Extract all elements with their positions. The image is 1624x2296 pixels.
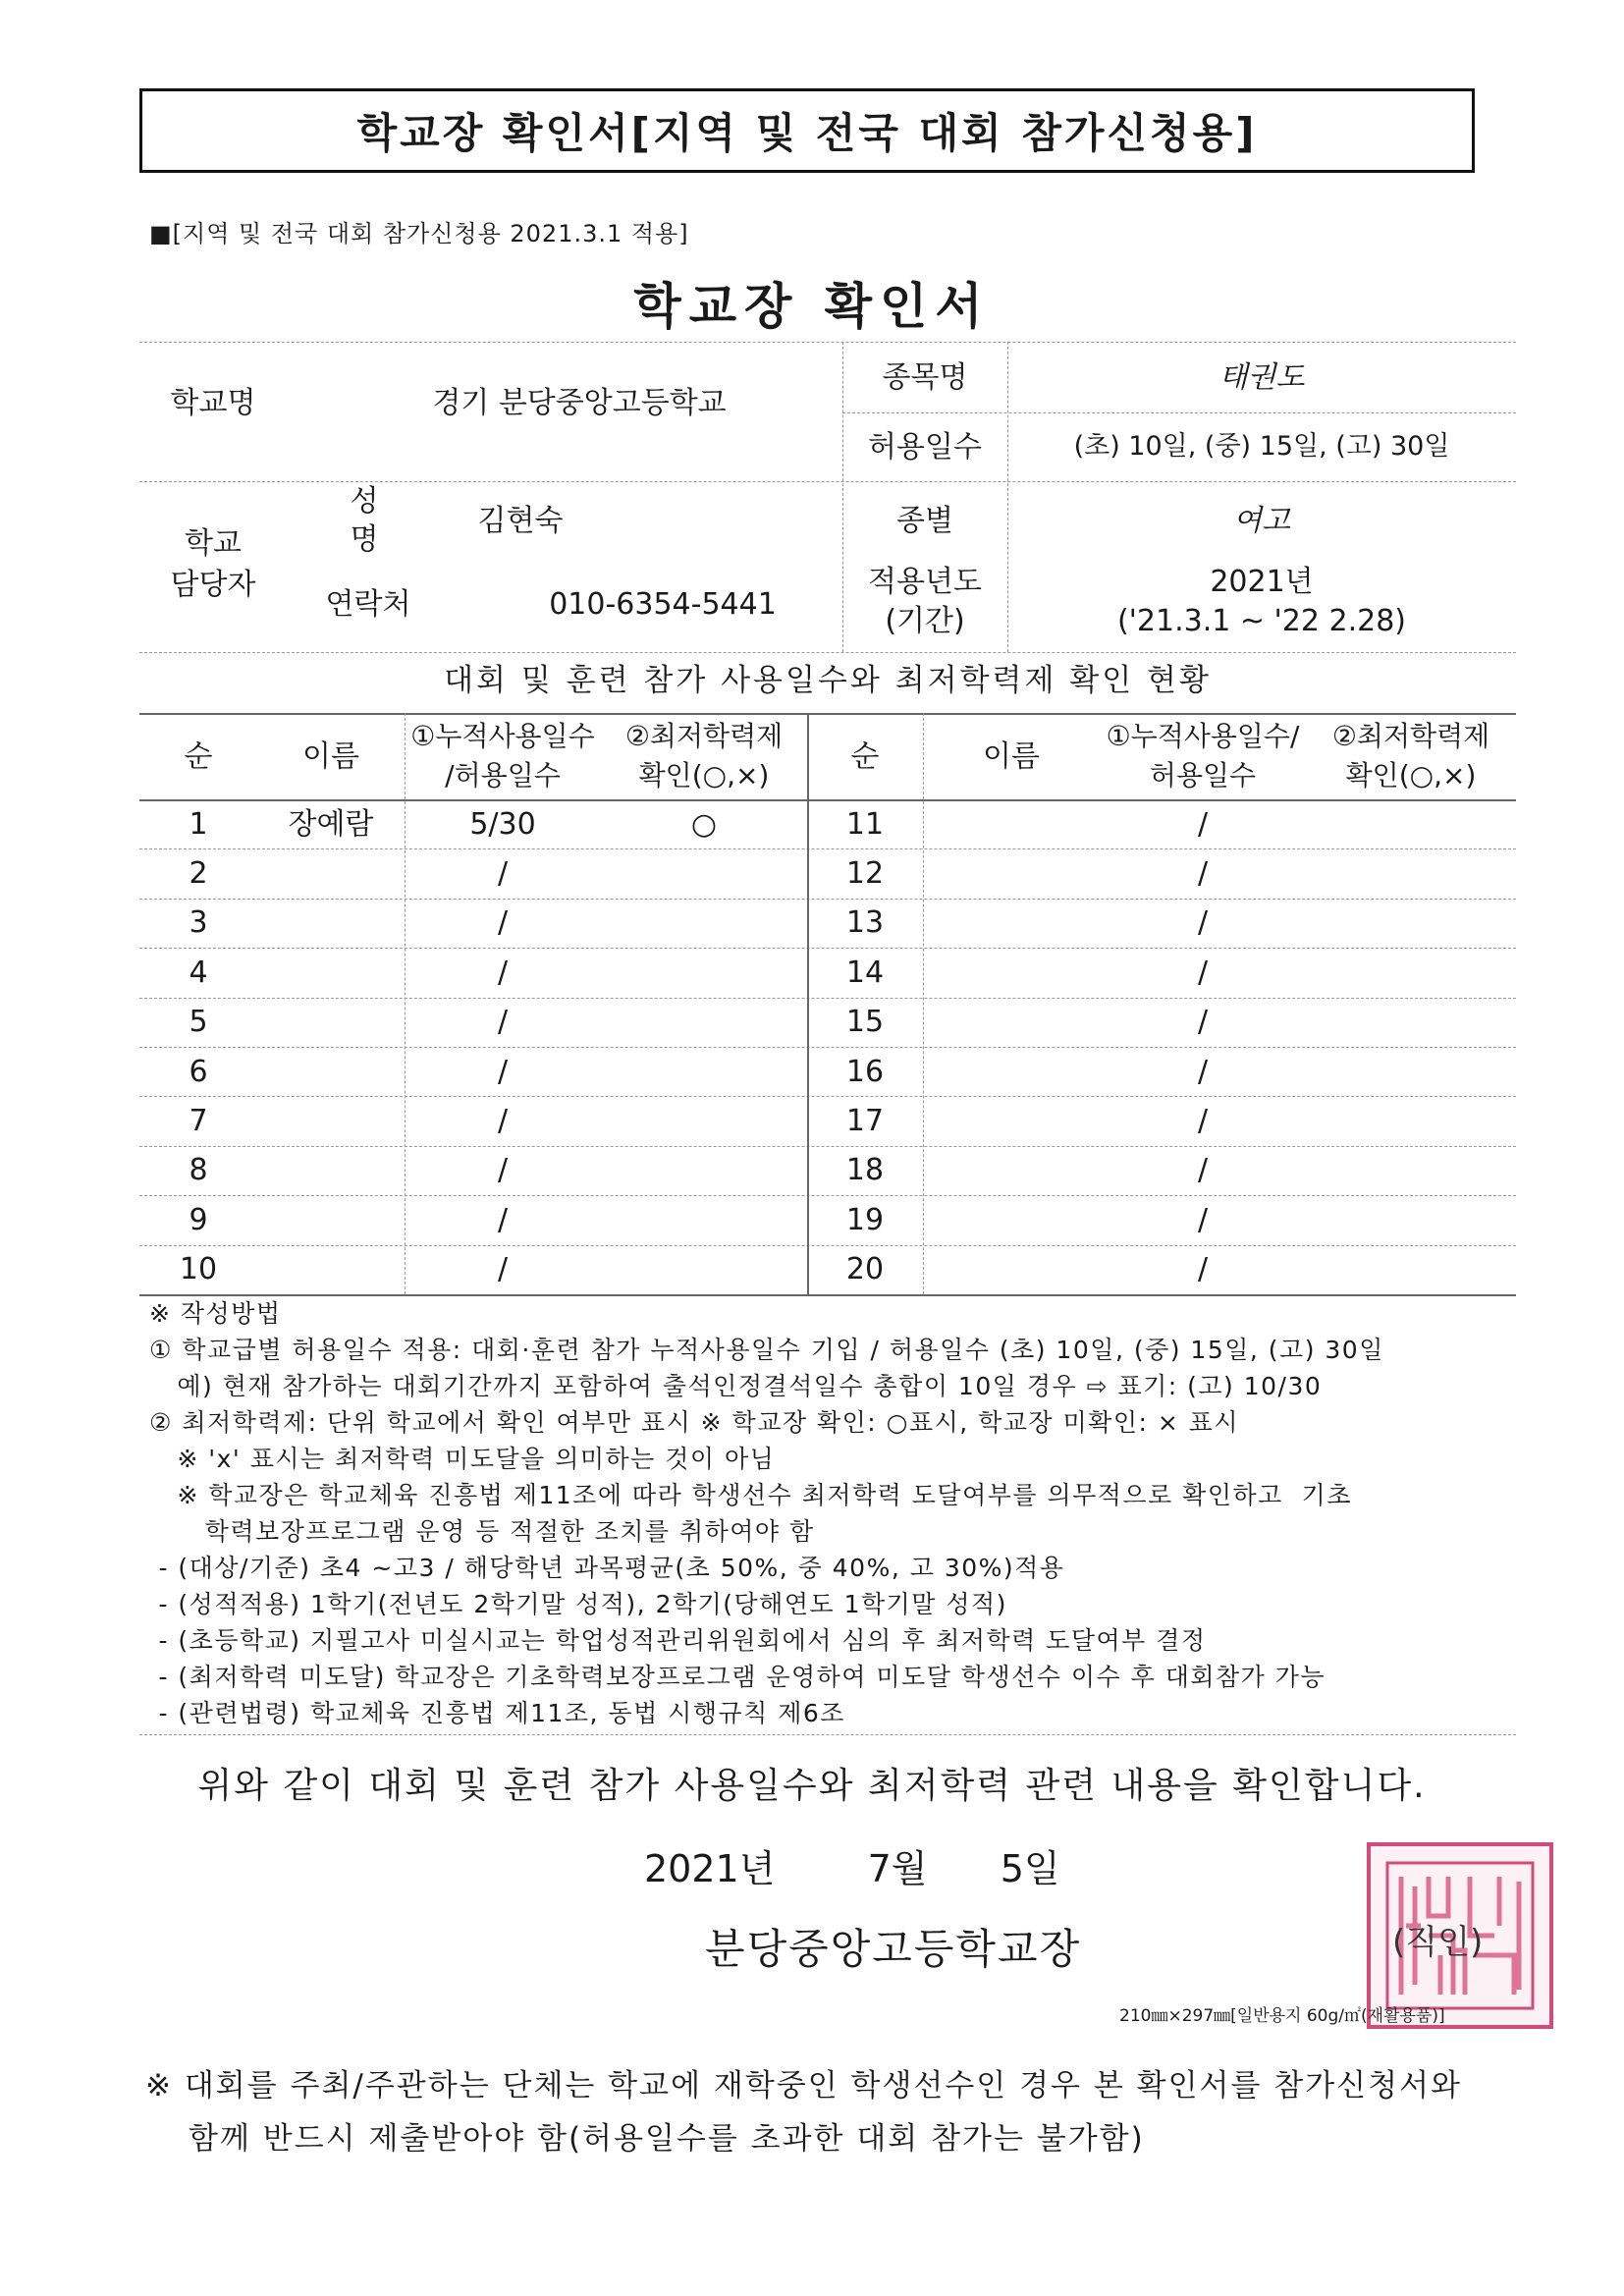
row-right-days: / <box>1197 905 1209 941</box>
row-right-no: 20 <box>845 1252 885 1287</box>
row-left-days: / <box>497 1104 509 1139</box>
row-left-check <box>601 998 807 1047</box>
date-month: 7월 <box>867 1847 928 1890</box>
row-left-name <box>257 1047 405 1096</box>
row-right-days: / <box>1197 1252 1209 1287</box>
row-left-no: 10 <box>179 1252 218 1287</box>
row-left-check <box>601 1146 807 1195</box>
sport-label: 종목명 <box>882 359 968 395</box>
row-right-check <box>1306 1047 1516 1096</box>
row-right-name <box>923 1047 1100 1096</box>
paper-size-note: 210㎜×297㎜[일반용지 60g/㎡(재활용품)] <box>1119 2006 1445 2026</box>
row-left-days: / <box>497 1054 509 1089</box>
row-left-days: / <box>497 955 509 990</box>
instruction-line: - (관련법령) 학교체육 진흥법 제11조, 동법 시행규칙 제6조 <box>149 1699 845 1727</box>
row-right-name <box>923 1195 1100 1244</box>
header-box-title: 학교장 확인서[지역 및 전국 대회 참가신청용] <box>139 88 1475 173</box>
row-right-days: / <box>1197 1054 1209 1089</box>
th-right-col2-line1: ②최저학력제 <box>1331 719 1490 752</box>
row-right-check <box>1306 1195 1516 1244</box>
row-left-no: 4 <box>189 955 208 990</box>
contact-label: 연락처 <box>325 586 411 622</box>
row-left-days: / <box>497 1153 509 1188</box>
instruction-line: - (최저학력 미도달) 학교장은 기초학력보장프로그램 운영하여 미도달 학생선수 이수 후 대회참가 가능 <box>149 1663 1326 1691</box>
apply-year-label-1: 적용년도 <box>868 564 982 599</box>
school-value: 경기 분당중앙고등학교 <box>432 385 727 420</box>
category-label: 종별 <box>896 503 953 538</box>
row-right-check <box>1306 998 1516 1047</box>
row-left-check <box>601 1047 807 1096</box>
row-right-days: / <box>1197 1202 1209 1237</box>
allowed-days-value: (초) 10일, (중) 15일, (고) 30일 <box>1073 431 1450 463</box>
row-right-no: 11 <box>845 806 885 842</box>
row-left-check <box>601 948 807 997</box>
apply-year-label-2: (기간) <box>885 603 965 638</box>
row-right-no: 13 <box>845 905 885 941</box>
instruction-line: - (성적적용) 1학기(전년도 2학기말 성적), 2학기(당해연도 1학기말 성적) <box>149 1590 1007 1618</box>
apply-year-value-2: ('21.3.1 ~ '22 2.28) <box>1116 603 1407 638</box>
confirmation-text: 위와 같이 대회 및 훈련 참가 사용일수와 최저학력 관련 내용을 확인합니다. <box>197 1766 1427 1806</box>
row-right-name <box>923 1096 1100 1145</box>
th-left-col1-line1: ①누적사용일수 <box>410 719 595 752</box>
category-value: 여고 <box>1233 503 1290 538</box>
row-left-check <box>601 848 807 898</box>
row-right-check <box>1306 948 1516 997</box>
instruction-line: ① 학교급별 허용일수 적용: 대회·훈련 참가 누적사용일수 기입 / 허용일수 (초) 10일, (중) 15일, (고) 30일 <box>149 1336 1384 1364</box>
row-left-no: 8 <box>189 1153 208 1188</box>
instruction-line: ② 최저학력제: 단위 학교에서 확인 여부만 표시 ※ 학교장 확인: ○표시, 학교장 미확인: × 표시 <box>149 1408 1240 1437</box>
row-left-name <box>257 1195 405 1244</box>
row-right-no: 16 <box>845 1054 885 1089</box>
row-left-days: / <box>497 856 509 892</box>
row-right-check <box>1306 848 1516 898</box>
row-left-name <box>257 1245 405 1294</box>
row-left-days: / <box>497 1252 509 1287</box>
th-left-col2-line1: ②최저학력제 <box>624 719 784 752</box>
row-right-check <box>1306 899 1516 948</box>
contact-value: 010-6354-5441 <box>549 586 777 622</box>
row-left-no: 5 <box>189 1005 208 1040</box>
name-value: 김현숙 <box>477 503 564 538</box>
row-right-no: 19 <box>845 1202 885 1237</box>
footer-line-1: ※ 대회를 주최/주관하는 단체는 학교에 재학중인 학생선수인 경우 본 확인서를 참가신청서와 <box>145 2068 1462 2104</box>
th-left-name: 이름 <box>302 738 359 774</box>
row-left-no: 9 <box>189 1202 208 1237</box>
th-right-col1-line1: ①누적사용일수/ <box>1106 719 1300 752</box>
info-rule-sport <box>842 412 1516 413</box>
row-right-name <box>923 899 1100 948</box>
row-left-days: 5/30 <box>469 806 536 842</box>
row-left-days: / <box>497 905 509 941</box>
school-label: 학교명 <box>170 385 256 420</box>
date <box>644 1838 1060 1892</box>
row-left-check: ○ <box>690 806 718 842</box>
row-left-name <box>257 848 405 898</box>
row-left-days: / <box>497 1202 509 1237</box>
row-right-name <box>923 1245 1100 1294</box>
row-right-name <box>923 848 1100 898</box>
date-year: 2021년 <box>644 1847 776 1890</box>
row-left-name <box>257 948 405 997</box>
row-left-name <box>257 899 405 948</box>
row-left-no: 2 <box>189 856 208 892</box>
row-right-check <box>1306 1096 1516 1145</box>
name-label: 성 명 <box>350 484 397 557</box>
date-day: 5일 <box>1000 1847 1060 1890</box>
footer-line-2: 함께 반드시 제출받아야 함(허용일수를 초과한 대회 참가는 불가함) <box>189 2121 1145 2157</box>
row-right-name <box>923 948 1100 997</box>
row-left-name: 장예람 <box>288 806 374 842</box>
row-left-no: 7 <box>189 1104 208 1139</box>
table-title: 대회 및 훈련 참가 사용일수와 최저학력제 확인 현황 <box>444 662 1212 698</box>
instruction-line: 예) 현재 참가하는 대회기간까지 포함하여 출석인정결석일수 총합이 10일 경우 ⇨ 표기: (고) 10/30 <box>149 1372 1323 1400</box>
th-right-col2-line2: 확인(○,×) <box>1345 758 1477 792</box>
th-left-col1-line2: /허용일수 <box>445 758 561 792</box>
manager-label-1: 학교 <box>185 525 242 561</box>
row-right-check <box>1306 799 1516 848</box>
row-right-name <box>923 1146 1100 1195</box>
signature-school: 분당중앙고등학교장 <box>705 1925 1082 1973</box>
row-left-check <box>601 899 807 948</box>
row-right-days: / <box>1197 1005 1209 1040</box>
main-title: 학교장 확인서 <box>633 278 991 335</box>
row-left-no: 1 <box>189 806 208 842</box>
row-right-days: / <box>1197 1153 1209 1188</box>
th-right-name: 이름 <box>983 738 1040 774</box>
instruction-line: 학력보장프로그램 운영 등 적절한 조치를 취하여야 함 <box>149 1517 815 1546</box>
instruction-line: ※ 학교장은 학교체육 진흥법 제11조에 따라 학생선수 최저학력 도달여부를 의무적으로 확인하고 기초 <box>149 1481 1352 1509</box>
th-left-no: 순 <box>184 738 213 774</box>
row-left-no: 6 <box>189 1054 208 1089</box>
seal-text: (직인) <box>1392 1923 1484 1962</box>
th-right-col1-line2: 허용일수 <box>1149 758 1257 792</box>
row-right-no: 12 <box>845 856 885 892</box>
row-left-name <box>257 1146 405 1195</box>
row-right-days: / <box>1197 856 1209 892</box>
instruction-line: - (대상/기준) 초4 ~고3 / 해당학년 과목평균(초 50%, 중 40%, 고 30%)적용 <box>149 1554 1065 1582</box>
allowed-days-label: 허용일수 <box>868 429 982 465</box>
instruction-line: - (초등학교) 지필고사 미실시교는 학업성적관리위원회에서 심의 후 최저학력 도달여부 결정 <box>149 1626 1207 1655</box>
th-right-no: 순 <box>850 738 880 774</box>
row-left-name <box>257 998 405 1047</box>
row-right-no: 14 <box>845 955 885 990</box>
row-right-no: 15 <box>845 1005 885 1040</box>
th-left-col2-line2: 확인(○,×) <box>638 758 770 792</box>
row-right-check <box>1306 1245 1516 1294</box>
manager-label-2: 담당자 <box>170 567 256 602</box>
row-left-no: 3 <box>189 905 208 941</box>
instructions-rule <box>139 1734 1516 1735</box>
row-right-name <box>923 799 1100 848</box>
sport-value: 태권도 <box>1218 359 1305 395</box>
row-right-days: / <box>1197 1104 1209 1139</box>
row-left-check <box>601 1096 807 1145</box>
row-right-days: / <box>1197 806 1209 842</box>
instruction-line: ※ 'x' 표시는 최저학력 미도달을 의미하는 것이 아님 <box>149 1445 776 1473</box>
apply-year-value-1: 2021년 <box>1210 564 1314 599</box>
row-right-no: 18 <box>845 1153 885 1188</box>
header-note: ■[지역 및 전국 대회 참가신청용 2021.3.1 적용] <box>149 220 689 247</box>
row-left-name <box>257 1096 405 1145</box>
row-right-days: / <box>1197 955 1209 990</box>
row-right-check <box>1306 1146 1516 1195</box>
row-left-days: / <box>497 1005 509 1040</box>
row-right-no: 17 <box>845 1104 885 1139</box>
row-left-check <box>601 1195 807 1244</box>
row-right-name <box>923 998 1100 1047</box>
instruction-line: ※ 작성방법 <box>149 1299 282 1328</box>
table-rule-bottom <box>139 1294 1516 1296</box>
info-rule-top <box>139 342 1516 343</box>
row-left-check <box>601 1245 807 1294</box>
